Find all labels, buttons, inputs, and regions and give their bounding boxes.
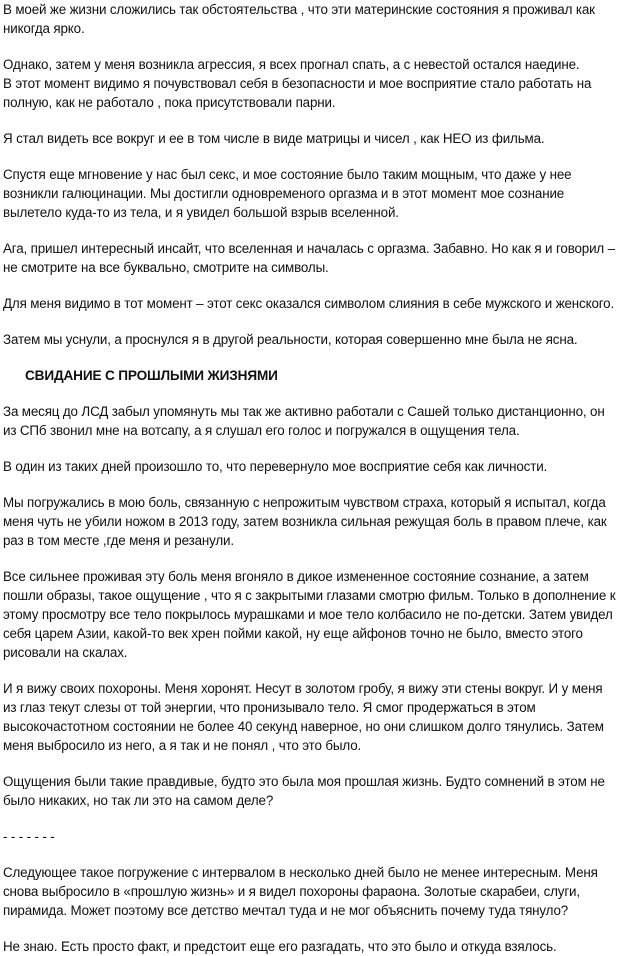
paragraph: Затем мы уснули, а проснулся я в другой реальности, которая совершенно мне была не ясна. (3, 332, 578, 347)
paragraph: Следующее такое погружение с интервалом в несколько дней было не менее интересным. Меня снова выбросило в «прошлую жизнь» и я видел похороны фараона. Золотые скарабеи, слуги, пирамида. Может поэтому все детство мечтал туда и не мог объяснить почему туда тянуло? (3, 865, 598, 918)
paragraph: За месяц до ЛСД забыл упомянуть мы так же активно работали с Сашей только дистанционно, он из СПб звонил мне на вотсапу, а я слушал его голос и погружался в ощущения тела. (3, 404, 605, 438)
paragraph: Спустя еще мгновение у нас был секс, и мое состояние было таким мощным, что даже у нее возникли галюцинации. Мы достигли одновременого оргазма и в этот момент мое сознание вылетело куда-то из тела, и я увидел большой взрыв вселенной. (3, 167, 572, 220)
paragraphs-before (3, 0, 618, 349)
paragraph: Не знаю. Есть просто факт, и предстоит еще его разгадать, что это было и откуда взялось. (3, 939, 557, 954)
paragraph: В один из таких дней произошло то, что перевернуло мое восприятие себя как личности. (3, 459, 548, 474)
paragraph: Для меня видимо в тот момент – этот секс оказался символом слияния в себе мужского и женского. (3, 296, 615, 311)
paragraph: И я вижу своих похороны. Меня хоронят. Несут в золотом гробу, я вижу эти стены вокруг. И у меня из глаз текут слезы от той энергии, что пронизывало тело. Я смог продержаться в этом высокочастотном состоянии не более 40 секунд наверное, но они слишком долго тянулись. Затем меня выбросило из него, а я так и не понял , что это было. (3, 681, 604, 753)
paragraph: Ага, пришел интересный инсайт, что вселенная и началась с оргазма. Забавно. Но как я и говорил – не смотрите на все буквально, смотрите на символы. (3, 241, 615, 275)
paragraph: В моей же жизни сложились так обстоятельства , что эти материнские состояния я проживал как никогда ярко. (3, 2, 595, 36)
paragraph: Однако, затем у меня возникла агрессия, я всех прогнал спать, а с невестой остался наедине. В этот момент видимо я почувствовал себя в безопасности и мое восприятие стало работать на полную, как не работало , пока присутствовали парни. (3, 57, 592, 110)
paragraph: Я стал видеть все вокруг и ее в том числе в виде матрицы и чисел , как НЕО из фильма. (3, 131, 545, 146)
paragraph: - - - - - - - (3, 829, 55, 844)
paragraph: Мы погружались в мою боль, связанную с непрожитым чувством страха, который я испытал, когда меня чуть не убили ножом в 2013 году, затем возникла сильная режущая боль в правом плече, как раз в том месте ,где меня и резанули. (3, 495, 607, 548)
section-heading: СВИДАНИЕ С ПРОШЛЫМИ ЖИЗНЯМИ (25, 368, 278, 383)
paragraphs-after (3, 402, 618, 956)
paragraph: Ощущения были такие правдивые, будто это была моя прошлая жизнь. Будто сомнений в этом не было никаких, но так ли это на самом деле? (3, 774, 605, 808)
paragraph: Все сильнее проживая эту боль меня вгоняло в дикое измененное состояние сознание, а затем пошли образы, такое ощущение , что я с закрытыми глазами смотрю фильм. Только в дополнение к этому просмотру все тело покрылось мурашками и мое тело колбасило не по-детски. Затем увидел себя царем Азии, какой-то век хрен пойми какой, ну еще айфонов точно не было, вместо этого рисовали на скалах. (3, 569, 616, 660)
